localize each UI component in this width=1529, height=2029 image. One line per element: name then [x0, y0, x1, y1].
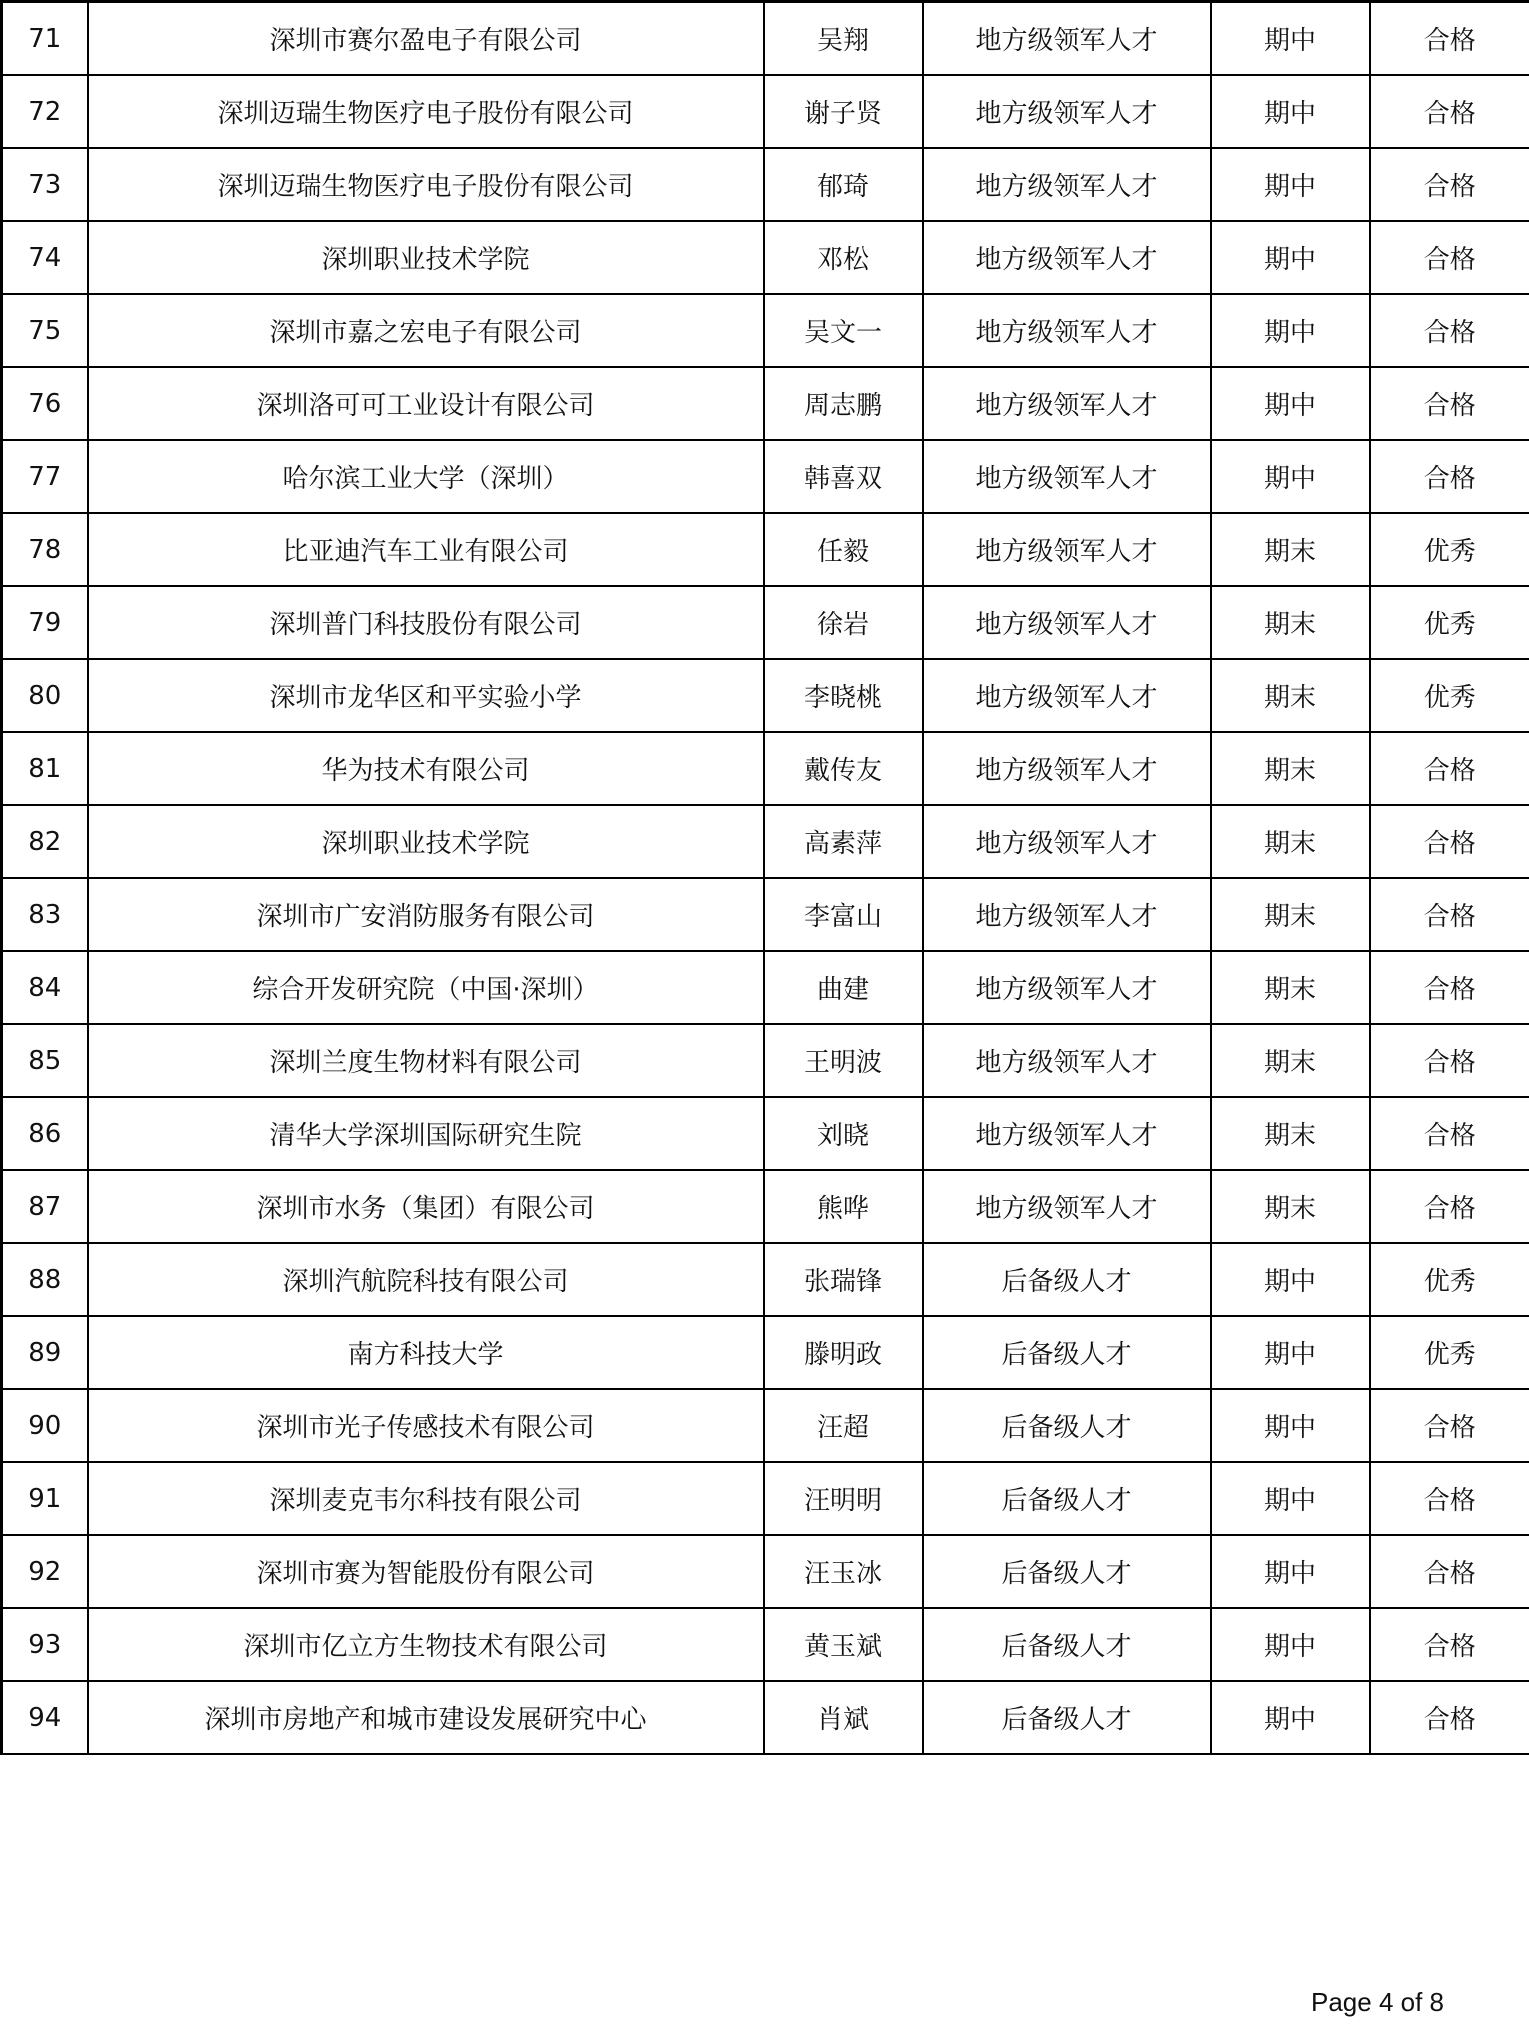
cell-organization: 深圳市水务（集团）有限公司 [88, 1170, 764, 1243]
cell-assessment-stage: 期末 [1211, 1170, 1370, 1243]
cell-assessment-result: 合格 [1370, 1608, 1529, 1681]
table-row [2, 1608, 1529, 1681]
table-row [2, 221, 1529, 294]
table-body [2, 2, 1529, 1755]
cell-organization: 深圳市光子传感技术有限公司 [88, 1389, 764, 1462]
cell-assessment-stage: 期中 [1211, 440, 1370, 513]
table-row [2, 2, 1529, 76]
cell-serial-number: 71 [2, 2, 88, 76]
cell-assessment-stage: 期末 [1211, 732, 1370, 805]
cell-organization: 深圳兰度生物材料有限公司 [88, 1024, 764, 1097]
cell-person-name: 王明波 [764, 1024, 923, 1097]
cell-talent-category: 地方级领军人才 [923, 2, 1211, 76]
cell-talent-category: 地方级领军人才 [923, 805, 1211, 878]
cell-assessment-stage: 期中 [1211, 2, 1370, 76]
cell-talent-category: 后备级人才 [923, 1535, 1211, 1608]
cell-assessment-result: 优秀 [1370, 659, 1529, 732]
cell-assessment-result: 合格 [1370, 294, 1529, 367]
cell-person-name: 高素萍 [764, 805, 923, 878]
cell-person-name: 周志鹏 [764, 367, 923, 440]
cell-talent-category: 后备级人才 [923, 1316, 1211, 1389]
cell-person-name: 任毅 [764, 513, 923, 586]
table-row [2, 440, 1529, 513]
cell-person-name: 吴翔 [764, 2, 923, 76]
table-row [2, 732, 1529, 805]
table-row [2, 1389, 1529, 1462]
cell-talent-category: 后备级人才 [923, 1681, 1211, 1754]
cell-person-name: 刘晓 [764, 1097, 923, 1170]
cell-talent-category: 后备级人才 [923, 1389, 1211, 1462]
cell-person-name: 汪超 [764, 1389, 923, 1462]
cell-assessment-stage: 期中 [1211, 1316, 1370, 1389]
cell-organization: 深圳市房地产和城市建设发展研究中心 [88, 1681, 764, 1754]
cell-organization: 深圳汽航院科技有限公司 [88, 1243, 764, 1316]
cell-organization: 比亚迪汽车工业有限公司 [88, 513, 764, 586]
table-row [2, 1243, 1529, 1316]
cell-assessment-result: 合格 [1370, 1389, 1529, 1462]
cell-organization: 深圳市赛尔盈电子有限公司 [88, 2, 764, 76]
cell-organization: 深圳职业技术学院 [88, 221, 764, 294]
table-row [2, 878, 1529, 951]
cell-organization: 综合开发研究院（中国·深圳） [88, 951, 764, 1024]
cell-assessment-result: 合格 [1370, 1024, 1529, 1097]
cell-organization: 清华大学深圳国际研究生院 [88, 1097, 764, 1170]
cell-person-name: 肖斌 [764, 1681, 923, 1754]
cell-talent-category: 地方级领军人才 [923, 221, 1211, 294]
cell-assessment-result: 合格 [1370, 75, 1529, 148]
cell-assessment-stage: 期中 [1211, 221, 1370, 294]
cell-person-name: 谢子贤 [764, 75, 923, 148]
cell-talent-category: 地方级领军人才 [923, 1170, 1211, 1243]
cell-person-name: 熊哗 [764, 1170, 923, 1243]
table-row [2, 1097, 1529, 1170]
cell-assessment-result: 优秀 [1370, 1243, 1529, 1316]
cell-organization: 深圳市嘉之宏电子有限公司 [88, 294, 764, 367]
cell-organization: 深圳麦克韦尔科技有限公司 [88, 1462, 764, 1535]
cell-person-name: 徐岩 [764, 586, 923, 659]
cell-person-name: 李晓桃 [764, 659, 923, 732]
cell-serial-number: 86 [2, 1097, 88, 1170]
cell-talent-category: 地方级领军人才 [923, 148, 1211, 221]
cell-talent-category: 地方级领军人才 [923, 732, 1211, 805]
cell-serial-number: 85 [2, 1024, 88, 1097]
cell-serial-number: 78 [2, 513, 88, 586]
cell-talent-category: 地方级领军人才 [923, 513, 1211, 586]
cell-person-name: 黄玉斌 [764, 1608, 923, 1681]
cell-talent-category: 后备级人才 [923, 1462, 1211, 1535]
cell-person-name: 吴文一 [764, 294, 923, 367]
table-row [2, 951, 1529, 1024]
cell-person-name: 滕明政 [764, 1316, 923, 1389]
table-row [2, 1462, 1529, 1535]
cell-organization: 深圳市赛为智能股份有限公司 [88, 1535, 764, 1608]
table-row [2, 1681, 1529, 1754]
cell-assessment-stage: 期末 [1211, 659, 1370, 732]
cell-person-name: 郁琦 [764, 148, 923, 221]
cell-organization: 深圳迈瑞生物医疗电子股份有限公司 [88, 75, 764, 148]
cell-talent-category: 地方级领军人才 [923, 1097, 1211, 1170]
cell-serial-number: 87 [2, 1170, 88, 1243]
cell-serial-number: 79 [2, 586, 88, 659]
cell-assessment-result: 优秀 [1370, 513, 1529, 586]
cell-serial-number: 82 [2, 805, 88, 878]
cell-assessment-stage: 期中 [1211, 294, 1370, 367]
cell-serial-number: 80 [2, 659, 88, 732]
cell-organization: 深圳职业技术学院 [88, 805, 764, 878]
cell-assessment-result: 合格 [1370, 221, 1529, 294]
cell-person-name: 汪玉冰 [764, 1535, 923, 1608]
cell-assessment-result: 合格 [1370, 367, 1529, 440]
cell-serial-number: 89 [2, 1316, 88, 1389]
cell-organization: 深圳迈瑞生物医疗电子股份有限公司 [88, 148, 764, 221]
cell-assessment-result: 合格 [1370, 951, 1529, 1024]
cell-assessment-stage: 期中 [1211, 148, 1370, 221]
cell-assessment-stage: 期中 [1211, 1681, 1370, 1754]
cell-serial-number: 91 [2, 1462, 88, 1535]
table-row [2, 586, 1529, 659]
cell-assessment-result: 合格 [1370, 148, 1529, 221]
cell-assessment-result: 合格 [1370, 1097, 1529, 1170]
cell-person-name: 李富山 [764, 878, 923, 951]
cell-serial-number: 93 [2, 1608, 88, 1681]
cell-serial-number: 84 [2, 951, 88, 1024]
cell-serial-number: 76 [2, 367, 88, 440]
cell-talent-category: 地方级领军人才 [923, 659, 1211, 732]
cell-assessment-result: 合格 [1370, 440, 1529, 513]
cell-organization: 南方科技大学 [88, 1316, 764, 1389]
cell-serial-number: 81 [2, 732, 88, 805]
cell-assessment-result: 合格 [1370, 878, 1529, 951]
cell-assessment-stage: 期中 [1211, 75, 1370, 148]
cell-assessment-stage: 期中 [1211, 1243, 1370, 1316]
cell-talent-category: 地方级领军人才 [923, 586, 1211, 659]
cell-serial-number: 72 [2, 75, 88, 148]
cell-organization: 深圳洛可可工业设计有限公司 [88, 367, 764, 440]
cell-organization: 深圳普门科技股份有限公司 [88, 586, 764, 659]
cell-serial-number: 94 [2, 1681, 88, 1754]
cell-assessment-result: 优秀 [1370, 586, 1529, 659]
cell-talent-category: 后备级人才 [923, 1608, 1211, 1681]
cell-assessment-stage: 期中 [1211, 1608, 1370, 1681]
table-row [2, 148, 1529, 221]
table-row [2, 1535, 1529, 1608]
cell-assessment-stage: 期末 [1211, 951, 1370, 1024]
page-number: Page 4 of 8 [1311, 1987, 1444, 2017]
table-row [2, 805, 1529, 878]
cell-organization: 华为技术有限公司 [88, 732, 764, 805]
cell-serial-number: 74 [2, 221, 88, 294]
cell-serial-number: 75 [2, 294, 88, 367]
cell-assessment-stage: 期末 [1211, 878, 1370, 951]
cell-serial-number: 77 [2, 440, 88, 513]
cell-talent-category: 地方级领军人才 [923, 1024, 1211, 1097]
cell-assessment-result: 合格 [1370, 2, 1529, 76]
cell-assessment-result: 合格 [1370, 1535, 1529, 1608]
cell-assessment-result: 合格 [1370, 732, 1529, 805]
table-row [2, 367, 1529, 440]
cell-organization: 深圳市亿立方生物技术有限公司 [88, 1608, 764, 1681]
cell-serial-number: 83 [2, 878, 88, 951]
cell-assessment-result: 合格 [1370, 1681, 1529, 1754]
cell-person-name: 邓松 [764, 221, 923, 294]
cell-person-name: 张瑞锋 [764, 1243, 923, 1316]
cell-serial-number: 90 [2, 1389, 88, 1462]
cell-assessment-stage: 期末 [1211, 513, 1370, 586]
cell-assessment-stage: 期中 [1211, 367, 1370, 440]
cell-talent-category: 地方级领军人才 [923, 367, 1211, 440]
cell-assessment-result: 优秀 [1370, 1316, 1529, 1389]
cell-serial-number: 73 [2, 148, 88, 221]
cell-assessment-stage: 期末 [1211, 586, 1370, 659]
cell-assessment-stage: 期中 [1211, 1535, 1370, 1608]
table-row [2, 1316, 1529, 1389]
cell-organization: 深圳市龙华区和平实验小学 [88, 659, 764, 732]
cell-assessment-stage: 期末 [1211, 1097, 1370, 1170]
table-row [2, 513, 1529, 586]
table-row [2, 294, 1529, 367]
cell-talent-category: 地方级领军人才 [923, 294, 1211, 367]
cell-assessment-result: 合格 [1370, 1462, 1529, 1535]
cell-talent-category: 地方级领军人才 [923, 878, 1211, 951]
cell-assessment-result: 合格 [1370, 805, 1529, 878]
cell-organization: 深圳市广安消防服务有限公司 [88, 878, 764, 951]
table-row [2, 1024, 1529, 1097]
table-row [2, 75, 1529, 148]
cell-talent-category: 后备级人才 [923, 1243, 1211, 1316]
cell-assessment-stage: 期中 [1211, 1389, 1370, 1462]
cell-talent-category: 地方级领军人才 [923, 440, 1211, 513]
cell-assessment-stage: 期末 [1211, 1024, 1370, 1097]
cell-person-name: 韩喜双 [764, 440, 923, 513]
cell-person-name: 曲建 [764, 951, 923, 1024]
cell-talent-category: 地方级领军人才 [923, 951, 1211, 1024]
cell-serial-number: 92 [2, 1535, 88, 1608]
table-row [2, 659, 1529, 732]
cell-assessment-result: 合格 [1370, 1170, 1529, 1243]
cell-organization: 哈尔滨工业大学（深圳） [88, 440, 764, 513]
cell-assessment-stage: 期末 [1211, 805, 1370, 878]
cell-serial-number: 88 [2, 1243, 88, 1316]
cell-talent-category: 地方级领军人才 [923, 75, 1211, 148]
cell-person-name: 戴传友 [764, 732, 923, 805]
cell-person-name: 汪明明 [764, 1462, 923, 1535]
table-row [2, 1170, 1529, 1243]
cell-assessment-stage: 期中 [1211, 1462, 1370, 1535]
